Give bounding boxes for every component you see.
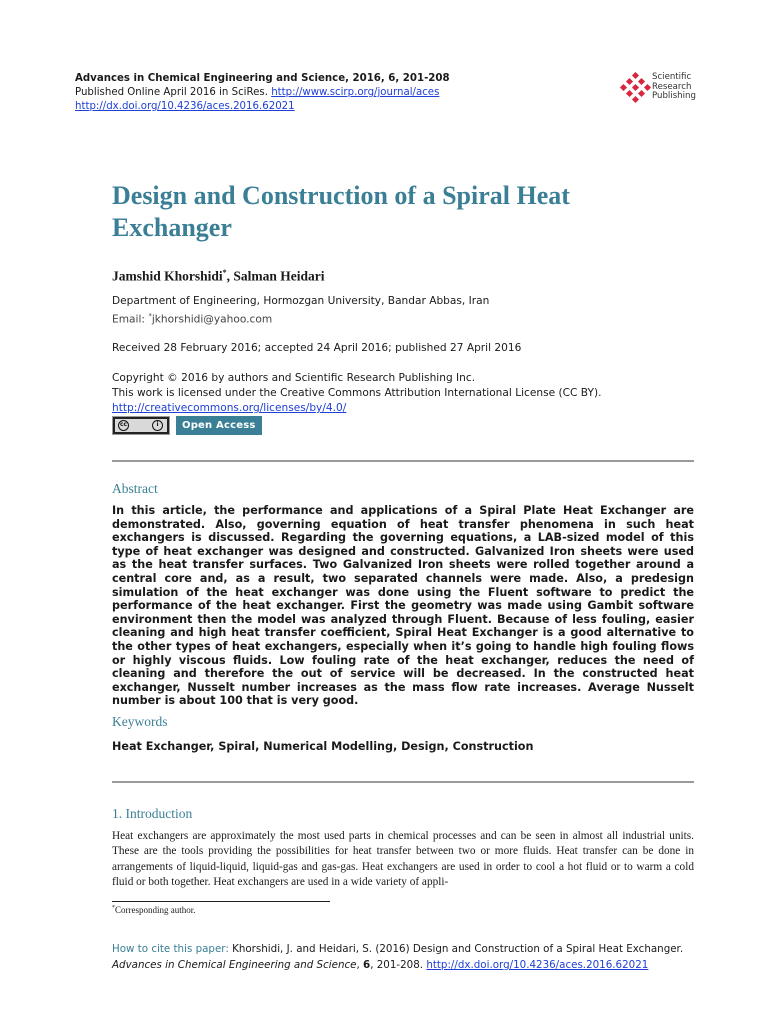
paper-title: Design and Construction of a Spiral Heat Exchanger bbox=[112, 181, 570, 242]
citation-pages: , 201-208. bbox=[370, 959, 427, 971]
citation-block bbox=[112, 941, 706, 973]
author-list bbox=[112, 268, 325, 285]
journal-header bbox=[75, 72, 450, 114]
published-line bbox=[75, 86, 450, 100]
abstract-text: In this article, the performance and applications of a Spiral Plate Heat Exchanger are demonstrated. Also, governing equation of heat transfer phenomena in such heat exchangers is discussed. Regarding the governing equations, a LAB-sized model of this type of heat exchanger was designed and constructed. Galvanized Iron sheets were used as the heat transfer surfaces. Two Galvanized Iron sheets were rolled together around a central core and, as a result, two separated channels were made. Also, a predesign simulation of the heat exchanger was done using the Fluent software to predict the performance of the heat exchanger. First the geometry was made using Gambit software environment then the model was analyzed through Fluent. Because of less fouling, easier cleaning and high heat transfer coefficient, Spiral Heat Exchanger is a good alternative to the other types of heat exchangers, especially when it’s going to handle high fouling flows or highly viscous fluids. Low fouling rate of the heat exchanger, reduces the need of cleaning and therefore the out of service will be decreased. In the constructed heat exchanger, Nusselt number increases as the mass flow rate increases. Average Nusselt number is about 100 that is very good. bbox=[112, 504, 694, 708]
publication-dates: Received 28 February 2016; accepted 24 April 2016; published 27 April 2016 bbox=[112, 342, 522, 354]
publisher-logo-icon bbox=[618, 72, 652, 106]
license-line: This work is licensed under the Creative Commons Attribution International License (CC BY). bbox=[112, 387, 602, 399]
footnote-text: Corresponding author. bbox=[115, 905, 196, 915]
corresponding-author-mark: * bbox=[222, 268, 227, 277]
publisher-logo bbox=[618, 72, 708, 106]
publisher-name bbox=[652, 73, 696, 102]
publisher-name-line: Scientific bbox=[652, 72, 692, 82]
journal-url-link[interactable]: http://www.scirp.org/journal/aces bbox=[271, 87, 440, 98]
cc-by-badge[interactable] bbox=[112, 416, 170, 435]
email-label: Email: bbox=[112, 313, 149, 326]
journal-citation-line: Advances in Chemical Engineering and Science, 2016, 6, 201-208 bbox=[75, 73, 450, 84]
keywords-heading: Keywords bbox=[112, 714, 168, 729]
citation-text: Khorshidi, J. and Heidari, S. (2016) Design and Construction of a Spiral Heat Exchanger. bbox=[228, 943, 684, 955]
section-divider bbox=[112, 460, 694, 462]
citation-doi-link[interactable]: http://dx.doi.org/10.4236/aces.2016.62021 bbox=[426, 959, 649, 971]
copyright-block bbox=[112, 371, 601, 416]
author-name: Salman Heidari bbox=[233, 268, 325, 284]
author-name: Jamshid Khorshidi bbox=[112, 268, 223, 284]
publisher-name-line: Publishing bbox=[652, 91, 696, 102]
by-person-icon: i bbox=[152, 420, 163, 431]
cc-icon: cc bbox=[118, 420, 129, 431]
publisher-name-line: Research bbox=[652, 81, 692, 92]
footnote-mark: * bbox=[112, 905, 115, 911]
citation-volume: 6 bbox=[363, 959, 371, 971]
email-line bbox=[112, 312, 272, 326]
author-separator: , bbox=[226, 268, 234, 284]
license-url-link[interactable]: http://creativecommons.org/licenses/by/4.0/ bbox=[112, 402, 347, 414]
citation-journal: Advances in Chemical Engineering and Science bbox=[112, 959, 357, 971]
citation-label: How to cite this paper: bbox=[112, 943, 229, 955]
citation-separator: , bbox=[356, 959, 364, 971]
footnote bbox=[112, 905, 196, 915]
keywords-text: Heat Exchanger, Spiral, Numerical Modelling, Design, Construction bbox=[112, 740, 534, 753]
introduction-heading: 1. Introduction bbox=[112, 806, 193, 821]
doi-link[interactable]: http://dx.doi.org/10.4236/aces.2016.62021 bbox=[75, 101, 295, 112]
copyright-line: Copyright © 2016 by authors and Scientific Research Publishing Inc. bbox=[112, 372, 476, 384]
introduction-text: Heat exchangers are approximately the most used parts in chemical processes and can be seen in almost all industrial units. These are the tools providing the possibilities for heat transfer between two or more fluids. Heat transfer can be done in arrangements of liquid-liquid, liquid-gas and gas-gas. Heat exchangers are used in order to cool a hot fluid or to warm a cold fluid or both together. Heat exchangers are used in a wide variety of appli- bbox=[112, 830, 694, 889]
section-divider bbox=[112, 781, 694, 783]
open-access-badge: Open Access bbox=[176, 416, 262, 435]
published-prefix: Published Online April 2016 in SciRes. bbox=[75, 87, 268, 98]
email-address: jkhorshidi@yahoo.com bbox=[151, 313, 273, 326]
abstract-heading: Abstract bbox=[112, 481, 158, 496]
email-mark: * bbox=[148, 312, 152, 320]
cc-badge-panel bbox=[115, 419, 167, 432]
affiliation: Department of Engineering, Hormozgan University, Bandar Abbas, Iran bbox=[112, 295, 490, 307]
footnote-divider bbox=[112, 901, 330, 902]
